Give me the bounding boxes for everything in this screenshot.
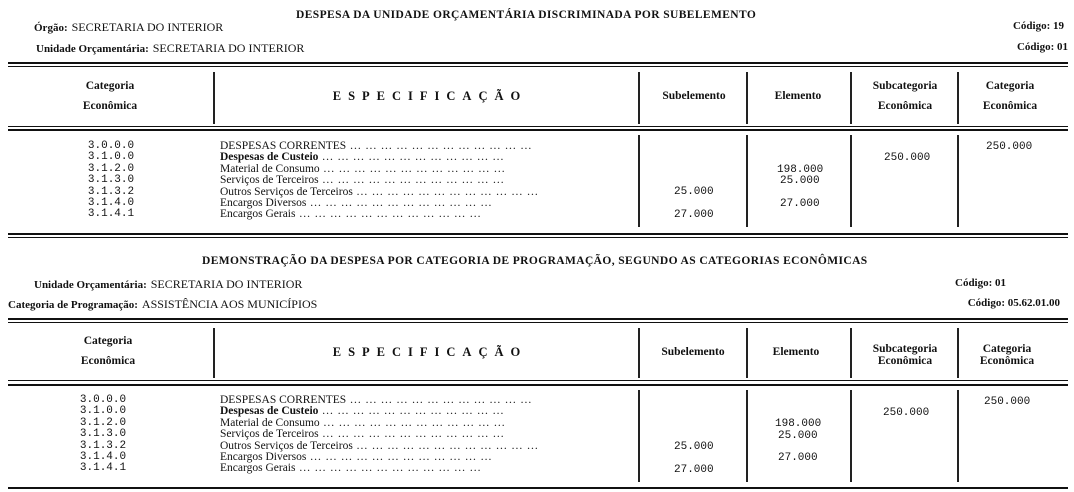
t1-v9 <box>957 135 959 227</box>
table-row: 3.1.3.2 <box>87 185 135 198</box>
t1-hdr-categoria <box>60 76 160 116</box>
table-row: 3.1.4.1 <box>87 208 135 221</box>
spec-item: DESPESAS CORRENTES <box>220 141 347 152</box>
t1-subelemento-1: 25.000 <box>674 186 714 198</box>
t2-v7 <box>746 390 748 482</box>
spec-item: Material de Consumo <box>220 416 320 429</box>
table1-bottom-rule-thin <box>8 237 1068 238</box>
unidade-line-1 <box>36 39 304 57</box>
t2-subcategoria-value: 250.000 <box>883 407 930 419</box>
t2-categoria-value: 250.000 <box>984 396 1031 408</box>
t1-hdr-especificacao: ESPECIFICAÇÃO <box>332 89 528 103</box>
table2-header-rule-2 <box>8 384 1068 386</box>
spec-item: Serviços de Terceiros <box>220 174 319 187</box>
t2-v3 <box>746 328 748 378</box>
orgao-code: Código: 19 <box>1012 20 1064 32</box>
t1-hdr-categoria-l1: Categoria <box>85 80 135 92</box>
table-row: 3.1.3.0 <box>87 174 135 187</box>
table-row: 3.0.0.0 <box>79 394 127 406</box>
t2-elemento-2: 25.000 <box>778 430 818 442</box>
spec-item: Despesas de Custeio <box>220 405 319 418</box>
t2-v9 <box>957 390 959 482</box>
spec-item: Despesas de Custeio <box>220 151 319 164</box>
t1-hdr-subcategoria-l1: Subcategoria <box>872 80 938 92</box>
t2-subelemento-2: 27.000 <box>674 464 714 476</box>
table-row: 3.1.4.0 <box>87 196 135 209</box>
t1-v2 <box>638 72 640 124</box>
t2-hdr-categoria-l1: Categoria <box>83 335 133 347</box>
unidade-value-1: SECRETARIA DO INTERIOR <box>152 41 305 55</box>
t2-v8 <box>850 390 852 482</box>
unidade-code-2: Código: 01 <box>955 277 1007 289</box>
unidade-label-1: Unidade Orçamentária: <box>36 43 149 55</box>
t2-hdr-subcategoria <box>855 343 955 367</box>
t1-hdr-elemento: Elemento <box>774 90 822 102</box>
t1-subcategoria-value: 250.000 <box>884 152 931 164</box>
section2-title: DEMONSTRAÇÃO DA DESPESA POR CATEGORIA DE PROGRAMAÇÃO, SEGUNDO AS CATEGORIAS ECONÔMICAS <box>202 255 868 267</box>
t1-hdr-categoria-econ <box>960 76 1060 116</box>
t1-hdr-categoria-econ-l1: Categoria <box>985 80 1035 92</box>
table2-header-rule <box>8 380 1068 381</box>
t2-hdr-subelemento: Subelemento <box>661 346 725 358</box>
t2-elemento-1: 198.000 <box>775 418 822 430</box>
table2-bottom-rule <box>8 487 1068 489</box>
t2-v6 <box>638 390 640 482</box>
table-row: 3.1.4.1 <box>79 462 127 475</box>
t2-hdr-categoria <box>58 331 158 371</box>
t1-hdr-subcategoria-l2: Econômica <box>877 100 933 112</box>
table2-top-rule <box>8 318 1068 320</box>
t2-elemento-3: 27.000 <box>778 452 818 464</box>
t1-v8 <box>850 135 852 227</box>
table1-header-rule-2 <box>8 129 1068 131</box>
t2-v2 <box>638 328 640 378</box>
t1-v6 <box>638 135 640 227</box>
t1-categoria-value: 250.000 <box>986 141 1033 153</box>
table-row: 3.1.2.0 <box>87 162 135 175</box>
spec-item: Outros Serviços de Terceiros <box>220 439 353 452</box>
table1-header-rule <box>8 126 1068 127</box>
orgao-value: SECRETARIA DO INTERIOR <box>71 20 224 34</box>
t2-hdr-subcategoria-l1: Subcategoria <box>872 343 938 355</box>
table-row: 3.1.3.0 <box>79 428 127 441</box>
unidade-line-2 <box>34 275 302 293</box>
t2-subelemento-1: 25.000 <box>674 441 714 453</box>
t2-v4 <box>850 328 852 378</box>
table1-top-rule-thin <box>8 66 1068 67</box>
categoria-programacao-code: Código: 05.62.01.00 <box>967 297 1060 309</box>
table-row: 3.1.0.0 <box>87 151 135 164</box>
table-row: 3.0.0.0 <box>87 140 135 152</box>
t1-v7 <box>746 135 748 227</box>
t1-codes <box>81 141 141 221</box>
spec-item: DESPESAS CORRENTES <box>220 395 347 406</box>
t1-elemento-1: 198.000 <box>777 164 824 176</box>
t1-hdr-subcategoria <box>855 76 955 116</box>
t1-elemento-2: 25.000 <box>780 175 820 187</box>
t1-specs <box>220 141 632 221</box>
unidade-code-1: Código: 01 <box>1016 41 1068 53</box>
categoria-programacao-line <box>8 295 317 313</box>
t2-hdr-categoria-econ <box>957 343 1057 367</box>
spec-item: Outros Serviços de Terceiros <box>220 185 353 198</box>
table-row: 3.1.0.0 <box>79 405 127 418</box>
table-row: 3.1.3.2 <box>79 439 127 452</box>
spec-item: Encargos Diversos <box>220 450 307 463</box>
t1-hdr-categoria-econ-l2: Econômica <box>982 100 1038 112</box>
t2-hdr-elemento: Elemento <box>772 346 820 358</box>
unidade-value-2: SECRETARIA DO INTERIOR <box>150 277 303 291</box>
spec-item: Encargos Gerais <box>220 462 296 475</box>
orgao-line <box>34 18 223 36</box>
spec-item: Serviços de Terceiros <box>220 428 319 441</box>
t1-elemento-3: 27.000 <box>780 198 820 210</box>
t1-v3 <box>746 72 748 124</box>
t1-hdr-subelemento: Subelemento <box>662 90 726 102</box>
t1-v5 <box>957 72 959 124</box>
t2-v1 <box>213 328 215 378</box>
spec-item: Material de Consumo <box>220 162 320 175</box>
t1-v1 <box>213 72 215 124</box>
orgao-label: Órgão: <box>34 22 68 34</box>
t2-hdr-categoria-econ-l2: Econômica <box>979 355 1035 367</box>
table2-top-rule-thin <box>8 322 1068 323</box>
categoria-programacao-label: Categoria de Programação: <box>8 299 138 311</box>
spec-item: Encargos Gerais <box>220 208 296 221</box>
t2-hdr-especificacao: ESPECIFICAÇÃO <box>332 345 528 359</box>
t2-hdr-categoria-l2: Econômica <box>80 355 136 367</box>
t1-v4 <box>850 72 852 124</box>
t2-hdr-categoria-econ-l1: Categoria <box>982 343 1032 355</box>
table1-top-rule <box>8 62 1068 64</box>
t2-specs <box>220 395 632 475</box>
t2-hdr-subcategoria-l2: Econômica <box>877 355 933 367</box>
table1-bottom-rule <box>8 233 1068 235</box>
table-row: 3.1.4.0 <box>79 450 127 463</box>
categoria-programacao-value: ASSISTÊNCIA AOS MUNICÍPIOS <box>141 297 318 311</box>
t1-subelemento-2: 27.000 <box>674 209 714 221</box>
unidade-label-2: Unidade Orçamentária: <box>34 279 147 291</box>
t2-codes <box>73 395 133 475</box>
t1-hdr-categoria-l2: Econômica <box>82 100 138 112</box>
spec-item: Encargos Diversos <box>220 196 307 209</box>
section1-title: DESPESA DA UNIDADE ORÇAMENTÁRIA DISCRIMINADA POR SUBELEMENTO <box>296 9 757 21</box>
table-row: 3.1.2.0 <box>79 416 127 429</box>
